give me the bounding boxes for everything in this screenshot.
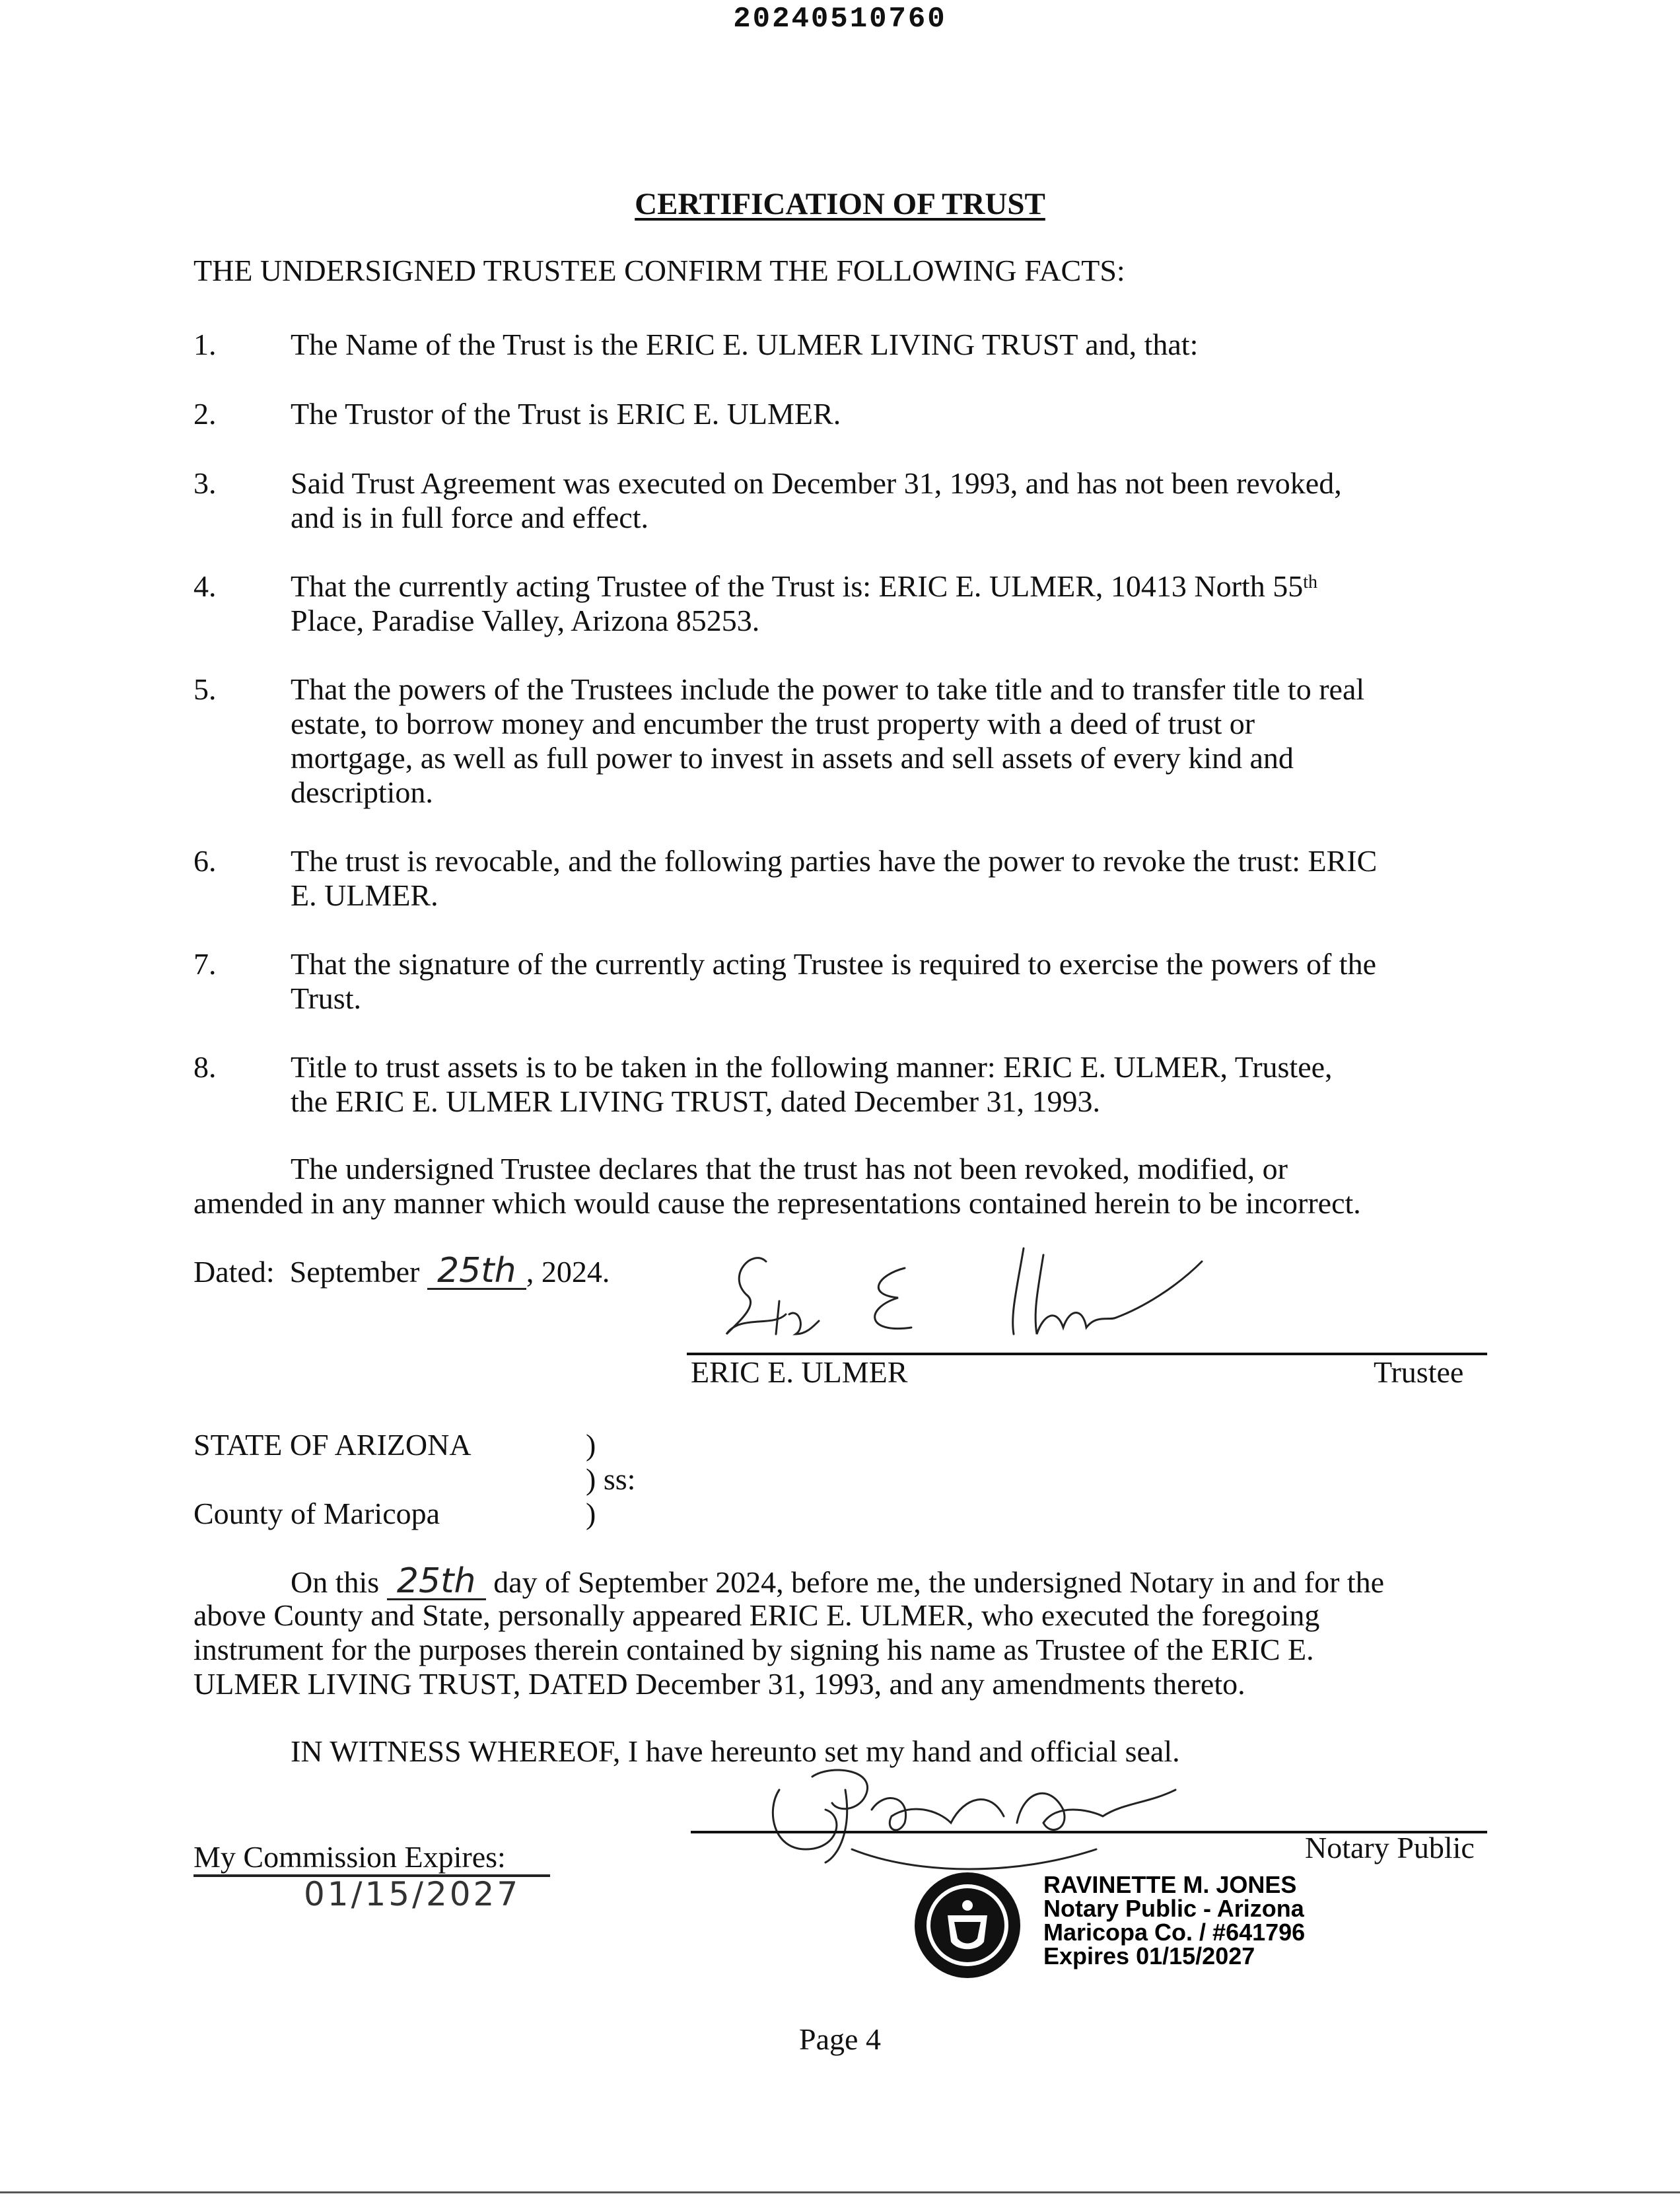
notary-paragraph-line-3: instrument for the purposes therein contained by signing his name as Trustee of the ERIC E.: [193, 1633, 1314, 1666]
notary-line1-rest: day of September 2024, before me, the undersigned Notary in and for the: [485, 1565, 1385, 1599]
stamp-title: Notary Public - Arizona: [1043, 1895, 1304, 1922]
item-line: That the currently acting Trustee of the Trust is: ERIC E. ULMER, 10413 North 55: [291, 569, 1304, 603]
notary-paragraph-line-2: above County and State, personally appeared ERIC E. ULMER, who executed the foregoing: [193, 1598, 1320, 1632]
commission-label: My Commission Expires:: [193, 1840, 506, 1874]
item-line: The Name of the Trust is the ERIC E. ULMER LIVING TRUST and, that:: [291, 328, 1199, 361]
trustee-role: Trustee: [1374, 1355, 1464, 1389]
dated-prefix: Dated: September: [193, 1255, 427, 1289]
item-number: 7.: [193, 947, 217, 981]
dated-line: [193, 1251, 610, 1291]
stamp-expiration: Expires 01/15/2027: [1043, 1942, 1255, 1969]
item-line: That the signature of the currently acting Trustee is required to exercise the powers of the: [291, 947, 1376, 981]
item-number: 3.: [193, 466, 217, 500]
declaration-line-2: amended in any manner which would cause the representations contained herein to be incorrect.: [193, 1186, 1361, 1220]
page-number: Page 4: [799, 2022, 881, 2056]
recording-number: 20240510760: [733, 3, 947, 36]
venue-state: STATE OF ARIZONA: [193, 1428, 472, 1462]
item-line: Said Trust Agreement was executed on December 31, 1993, and has not been revoked,: [291, 466, 1342, 500]
venue-paren: ): [586, 1428, 596, 1462]
notary-seal-icon: [911, 1869, 1024, 1981]
notary-stamp-text: [1043, 1873, 1305, 1968]
item-line: Title to trust assets is to be taken in the following manner: ERIC E. ULMER, Trustee,: [291, 1050, 1333, 1084]
item-text: [291, 947, 1499, 1016]
item-line: Trust.: [291, 981, 361, 1015]
trustee-name: ERIC E. ULMER: [691, 1355, 908, 1389]
scan-edge-divider: [0, 2191, 1680, 2193]
notary-paragraph-line-4: ULMER LIVING TRUST, DATED December 31, 1993, and any amendments thereto.: [193, 1667, 1245, 1701]
stamp-county-number: Maricopa Co. / #641796: [1043, 1919, 1306, 1946]
venue-paren: ): [586, 1497, 596, 1530]
item-line: mortgage, as well as full power to invest in assets and sell assets of every kind and: [291, 741, 1294, 775]
notary-signature: [753, 1750, 1228, 1882]
item-text: [291, 844, 1499, 913]
item-line: The Trustor of the Trust is ERIC E. ULMER.: [291, 397, 841, 431]
item-text: [291, 328, 1499, 362]
item-text: [291, 569, 1499, 638]
ordinal-superscript: th: [1303, 572, 1318, 592]
commission-date-handwritten: 01/15/2027: [304, 1875, 521, 1913]
witness-statement: IN WITNESS WHEREOF, I have hereunto set my hand and official seal.: [291, 1734, 1180, 1768]
trustee-signature: [713, 1235, 1242, 1354]
item-text: [291, 466, 1499, 535]
dated-suffix: , 2024.: [526, 1255, 610, 1289]
intro-statement: THE UNDERSIGNED TRUSTEE CONFIRM THE FOLLOWING FACTS:: [193, 254, 1125, 287]
notary-public-label: Notary Public: [1305, 1831, 1475, 1864]
declaration-line-1: The undersigned Trustee declares that the trust has not been revoked, modified, or: [291, 1152, 1288, 1186]
item-number: 4.: [193, 569, 217, 603]
item-number: 6.: [193, 844, 217, 878]
item-number: 8.: [193, 1050, 217, 1084]
item-text: [291, 672, 1499, 810]
item-line: estate, to borrow money and encumber the trust property with a deed of trust or: [291, 707, 1255, 740]
notary-prefix: On this: [291, 1565, 387, 1599]
item-text: [291, 1050, 1499, 1119]
venue-county: County of Maricopa: [193, 1497, 440, 1530]
item-number: 1.: [193, 328, 217, 361]
item-line: and is in full force and effect.: [291, 501, 648, 534]
item-line: description.: [291, 775, 433, 809]
item-number: 5.: [193, 672, 217, 706]
item-line: The trust is revocable, and the following parties have the power to revoke the trust: ERIC: [291, 844, 1378, 878]
notary-paragraph-line-1: [291, 1561, 1385, 1601]
stamp-notary-name: RAVINETTE M. JONES: [1043, 1871, 1297, 1898]
item-line: the ERIC E. ULMER LIVING TRUST, dated December 31, 1993.: [291, 1084, 1101, 1118]
item-line: That the powers of the Trustees include the power to take title and to transfer title to real: [291, 672, 1365, 706]
document-title: CERTIFICATION OF TRUST: [635, 187, 1045, 221]
handwritten-day: 25th: [427, 1254, 526, 1290]
item-line: Place, Paradise Valley, Arizona 85253.: [291, 604, 760, 637]
item-line: E. ULMER.: [291, 878, 438, 912]
item-number: 2.: [193, 397, 217, 431]
handwritten-day: 25th: [387, 1564, 486, 1600]
item-text: [291, 397, 1499, 431]
venue-ss: ) ss:: [586, 1462, 636, 1496]
